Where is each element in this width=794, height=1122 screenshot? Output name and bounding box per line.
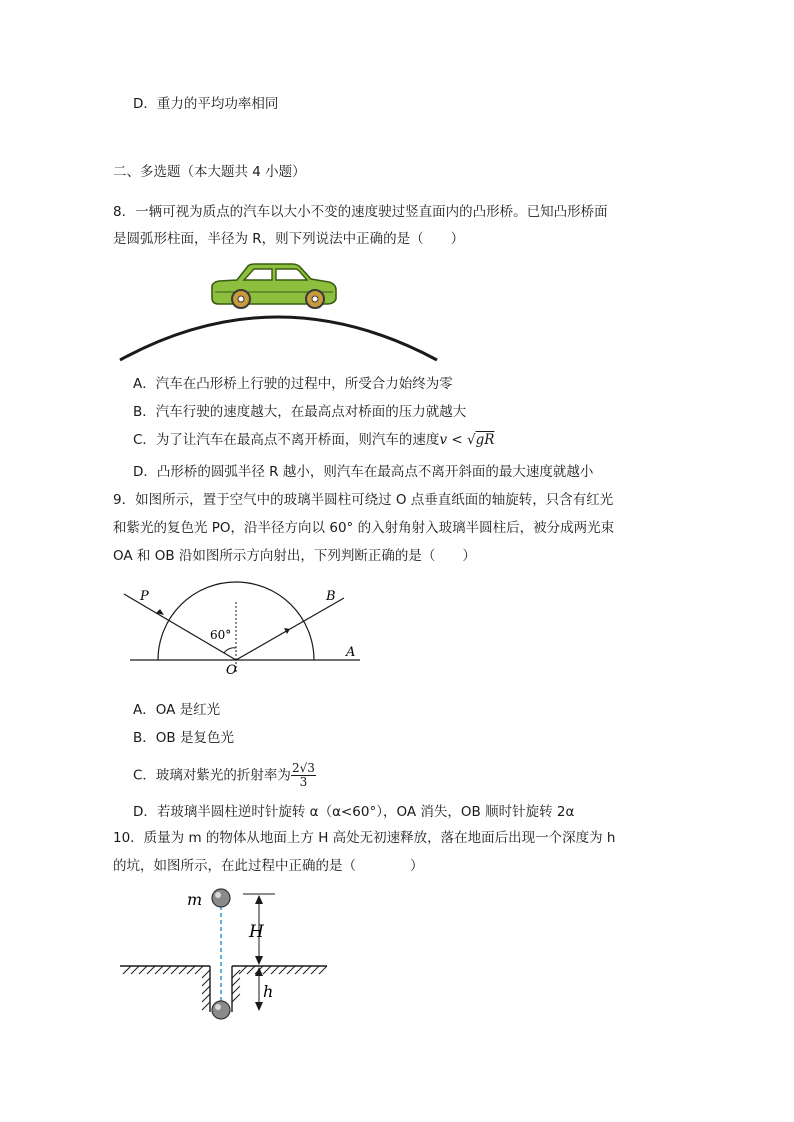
label-b: B [326,589,336,604]
q9-stem-line3: OA 和 OB 沿如图所示方向射出，下列判断正确的是（ ） [113,548,476,564]
q9-option-c [133,762,316,789]
angle-arc [224,648,236,653]
fraction-denominator: 3 [299,775,308,789]
label-H: H [249,922,264,942]
ball-top-icon [212,889,230,907]
q8-option-c [133,430,494,450]
semicircle [158,582,314,660]
q9-option-a: A．OA 是红光 [133,702,221,718]
q8-option-d: D．凸形桥的圆弧半径 R 越小，则汽车在最高点不离开斜面的最大速度就越小 [133,464,594,480]
sqrt-icon: √ [466,432,476,448]
arrow-ob [284,628,290,634]
q9-semicircle-figure [120,582,370,682]
q8-option-c-lt: < [447,432,467,448]
q8-option-c-v: v [439,432,448,448]
fraction [291,762,316,789]
q8-stem-line2: 是圆弧形柱面，半径为 R，则下列说法中正确的是（ ） [113,231,465,247]
fraction-numerator: 2√3 [291,761,315,775]
q10-stem-line1: 10．质量为 m 的物体从地面上方 H 高处无初速释放，落在地面后出现一个深度为 h [113,830,616,846]
label-p: P [140,589,149,604]
q7-option-d: D．重力的平均功率相同 [133,96,279,112]
label-a: A [346,645,356,660]
q9-stem-line2: 和紫光的复色光 PO，沿半径方向以 60° 的入射角射入玻璃半圆柱后，被分成两光束 [113,520,615,536]
car-icon [212,264,336,308]
label-o: O [226,663,237,678]
q8-option-b: B．汽车行驶的速度越大，在最高点对桥面的压力就越大 [133,404,467,420]
q8-option-c-gR: gR [475,432,495,448]
q8-option-a: A．汽车在凸形桥上行驶的过程中，所受合力始终为零 [133,376,453,392]
section-heading: 二、多选题（本大题共 4 小题） [113,164,306,180]
label-angle: 60° [210,628,232,642]
q9-option-b: B．OB 是复色光 [133,730,234,746]
q9-option-c-text: C．玻璃对紫光的折射率为 [133,767,291,784]
q10-stem-line2: 的坑，如图所示，在此过程中正确的是（ ） [113,858,424,874]
q9-option-d: D．若玻璃半圆柱逆时针旋转 α（α<60°），OA 消失，OB 顺时针旋转 2α [133,804,575,820]
q8-option-c-text: C．为了让汽车在最高点不离开桥面，则汽车的速度 [133,432,440,448]
bridge-arc [120,317,437,360]
label-h: h [263,982,274,1001]
q8-bridge-figure [115,262,445,362]
q10-pit-figure [115,884,335,1024]
q8-stem-line1: 8．一辆可视为质点的汽车以大小不变的速度驶过竖直面内的凸形桥。已知凸形桥面 [113,204,608,220]
label-m: m [187,890,203,909]
ball-bottom-icon [212,1001,230,1019]
q9-stem-line1: 9．如图所示，置于空气中的玻璃半圆柱可绕过 O 点垂直纸面的轴旋转，只含有红光 [113,492,614,508]
